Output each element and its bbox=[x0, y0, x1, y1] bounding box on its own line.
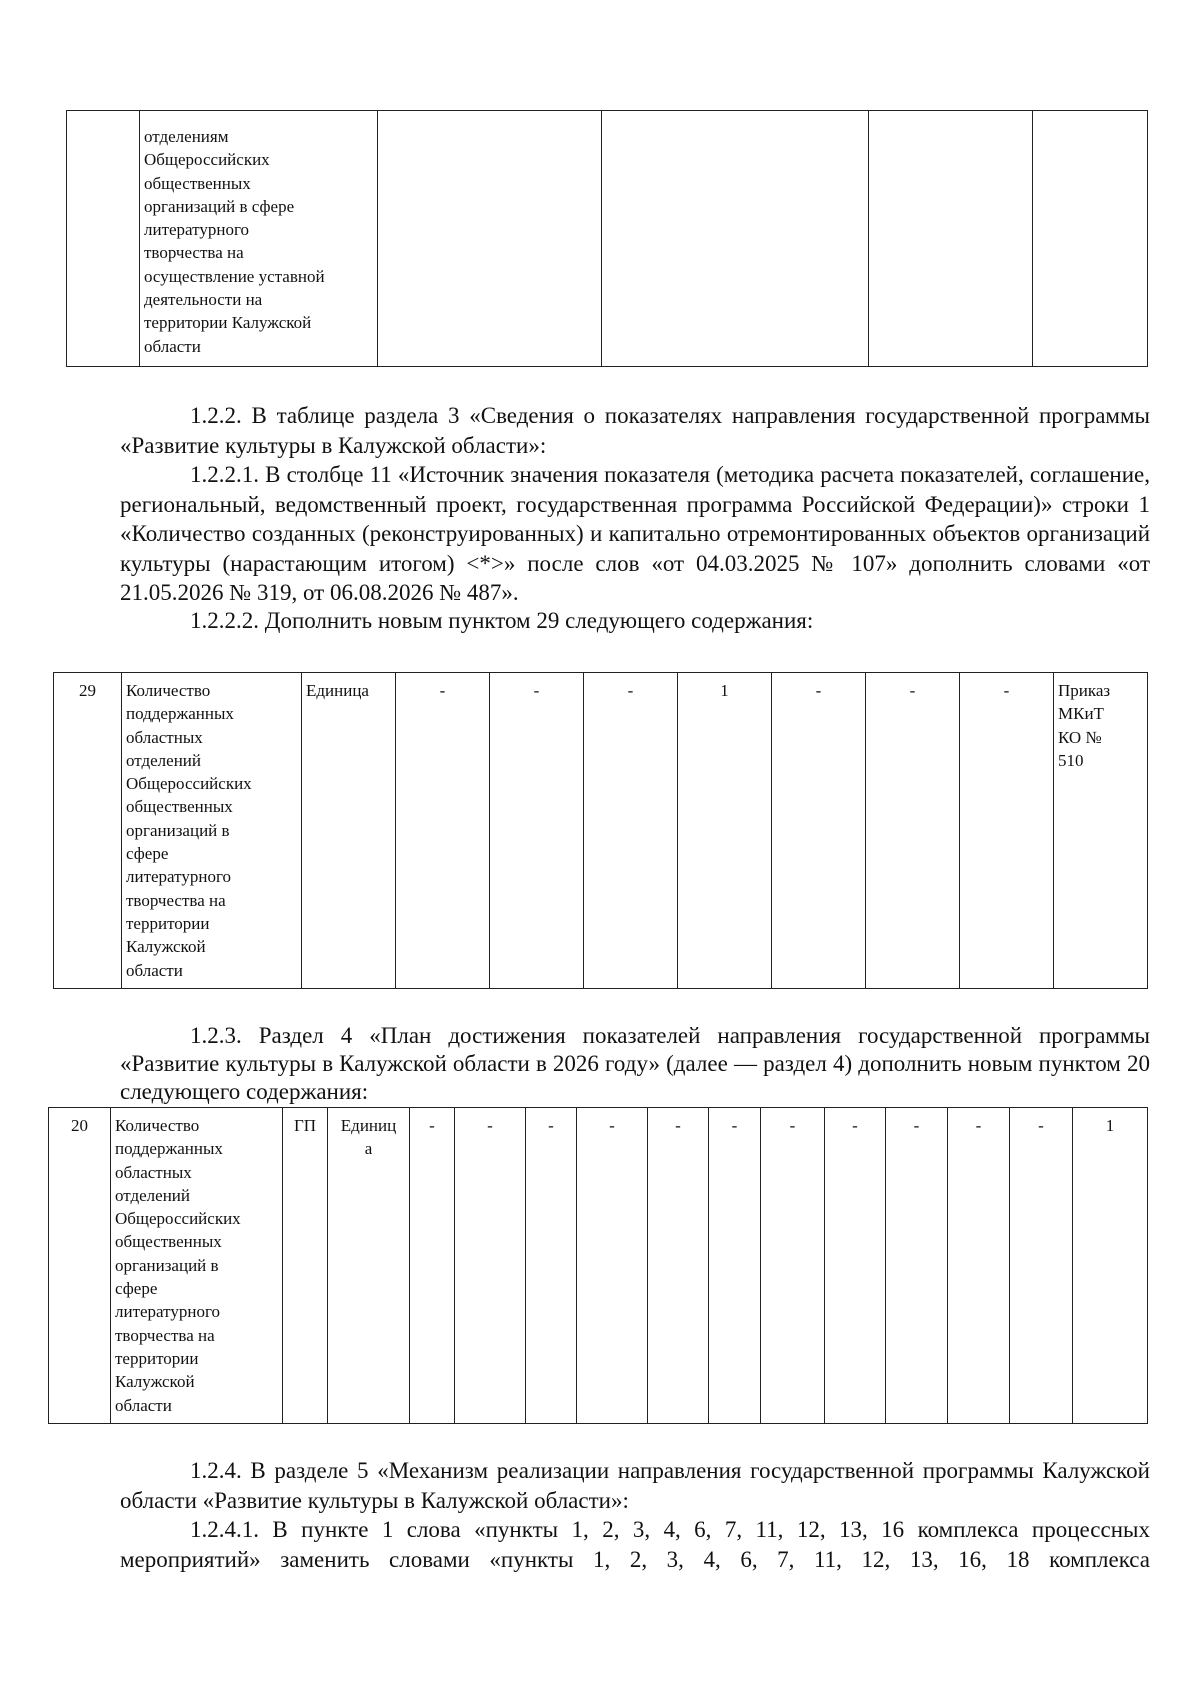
plan-table-row-20 bbox=[48, 1107, 1148, 1424]
value-cell: - bbox=[948, 1108, 1010, 1424]
indicator-name: Количество поддержанных областных отделений Общероссийских общественных организаций в сфере литературного творчества на территории Калужской области bbox=[122, 673, 302, 989]
indicator-name: Количество поддержанных областных отделений Общероссийских общественных организаций в сфере литературного творчества на территории Калужской области bbox=[111, 1108, 283, 1424]
value-cell: - bbox=[455, 1108, 526, 1424]
text-1-2-2-1: 1.2.2.1. В столбце 11 «Источник значения показателя (методика расчета показателей, соглашение, региональный, ведомственный проект, государственная программа Российской Федерации)» строки 1 «Количество созданных (реконструированных) и капитально отремонтированных объектов организаций культуры (нарастающим итогом) <*>» после слов «от 04.03.2025 № 107» дополнить словами «от 21.05.2026 № 319, от 06.08.2026 № 487». bbox=[120, 462, 1150, 605]
table-cell bbox=[869, 111, 1033, 367]
table-cell bbox=[1033, 111, 1148, 367]
value-cell: - bbox=[772, 673, 866, 989]
text-1-2-3: 1.2.3. Раздел 4 «План достижения показателей направления государственной программы «Развитие культуры в Калужской области в 2026 году» (далее — раздел 4) дополнить новым пунктом 20 следующего содержания: bbox=[120, 1023, 1150, 1104]
paragraph-1-2-2 bbox=[120, 401, 1150, 634]
indicator-table-row-29 bbox=[53, 672, 1148, 989]
value-cell: 1 bbox=[1073, 1108, 1148, 1424]
continuation-table bbox=[66, 110, 1148, 367]
table-cell bbox=[602, 111, 869, 367]
table-row bbox=[49, 1108, 1148, 1424]
table-cell bbox=[378, 111, 602, 367]
table-cell: отделениям Общероссийских общественных организаций в сфере литературного творчества на осуществление уставной деятельности на территории Калужской области bbox=[140, 111, 378, 367]
value-cell: - bbox=[886, 1108, 948, 1424]
value-cell: - bbox=[410, 1108, 455, 1424]
value-cell: - bbox=[709, 1108, 761, 1424]
row-number: 20 bbox=[49, 1108, 111, 1424]
value-cell: - bbox=[825, 1108, 886, 1424]
unit-cell: Единица bbox=[302, 673, 396, 989]
table-row bbox=[67, 111, 1148, 367]
paragraph-1-2-4 bbox=[120, 1456, 1150, 1574]
value-cell: - bbox=[761, 1108, 825, 1424]
paragraph-1-2-3 bbox=[120, 1022, 1150, 1106]
value-cell: - bbox=[526, 1108, 577, 1424]
value-cell: - bbox=[1010, 1108, 1073, 1424]
text-1-2-2-2: 1.2.2.2. Дополнить новым пунктом 29 следующего содержания: bbox=[190, 607, 814, 633]
value-cell: - bbox=[866, 673, 960, 989]
value-cell: - bbox=[960, 673, 1054, 989]
value-cell: - bbox=[490, 673, 584, 989]
level-cell: ГП bbox=[283, 1108, 328, 1424]
value-cell: - bbox=[648, 1108, 709, 1424]
unit-cell: Единиц а bbox=[328, 1108, 410, 1424]
value-cell: - bbox=[584, 673, 678, 989]
value-cell: 1 bbox=[678, 673, 772, 989]
table-cell bbox=[67, 111, 140, 367]
text-1-2-4-1: 1.2.4.1. В пункте 1 слова «пункты 1, 2, 3, 4, 6, 7, 11, 12, 13, 16 комплекса процессных мероприятий» заменить словами «пункты 1, 2, 3, 4, 6, 7, 11, 12, 13, 16, 18 комплекса bbox=[120, 1517, 1150, 1572]
text-1-2-4: 1.2.4. В разделе 5 «Механизм реализации направления государственной программы Калужской области «Развитие культуры в Калужской области»: bbox=[120, 1458, 1150, 1513]
value-cell: - bbox=[577, 1108, 648, 1424]
value-cell: - bbox=[396, 673, 490, 989]
row-number: 29 bbox=[54, 673, 122, 989]
table-row bbox=[54, 673, 1148, 989]
text-1-2-2: 1.2.2. В таблице раздела 3 «Сведения о показателях направления государственной программы «Развитие культуры в Калужской области»: bbox=[120, 403, 1150, 458]
source-cell: Приказ МКиТ КО № 510 bbox=[1054, 673, 1148, 989]
